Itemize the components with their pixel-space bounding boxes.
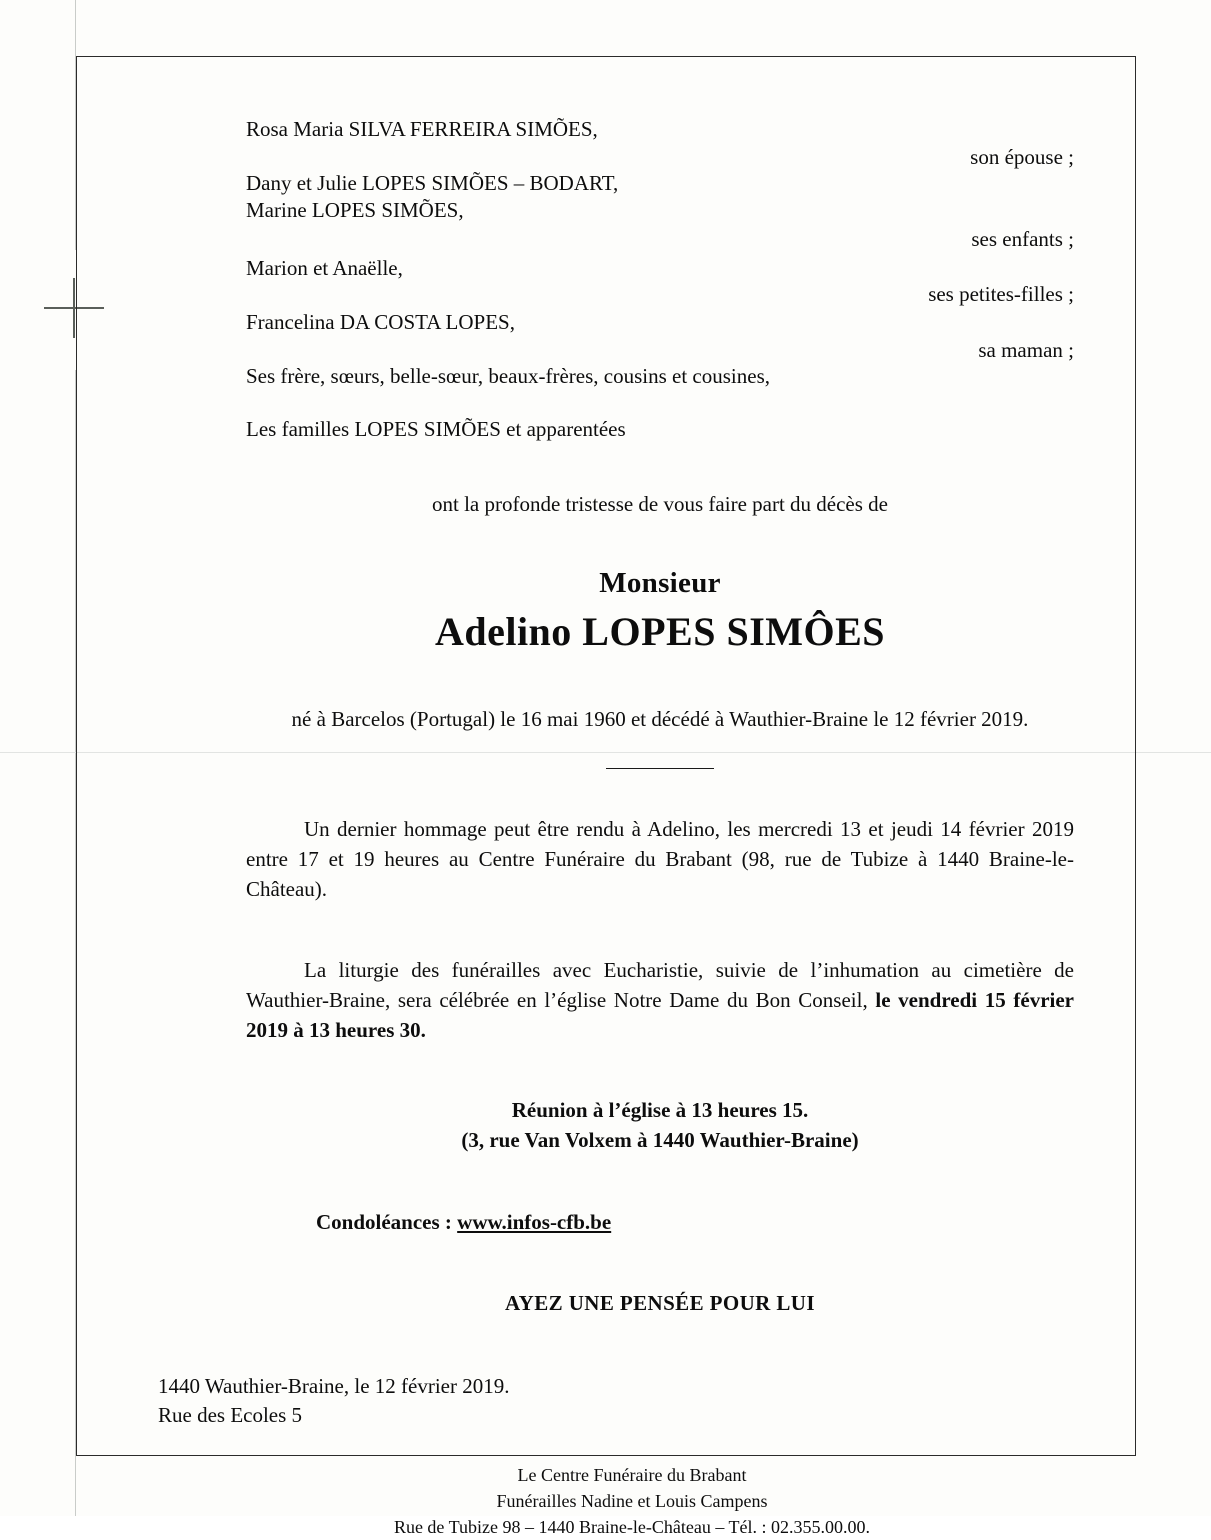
family-row — [246, 363, 1074, 391]
family-names: Francelina DA COSTA LOPES, — [246, 309, 515, 334]
family-row — [246, 255, 1074, 307]
family-names: Rosa Maria SILVA FERREIRA SIMÕES, — [246, 117, 598, 141]
family-names: Marion et Anaëlle, — [246, 256, 403, 281]
place-date-block — [158, 1372, 1074, 1430]
card-content — [76, 56, 1136, 1537]
footer-line-3: Rue de Tubize 98 – 1440 Braine-le-Château – Tél. : 02.355.00.00. — [393, 1516, 871, 1537]
liturgy-text: La liturgie des funérailles avec Eucharistie, suivie de l’inhumation au cimetière de Wauthier-Braine, sera célébrée en l’église Notre Dame du Bon Conseil, — [246, 958, 1074, 1013]
funeral-home-footer — [190, 1463, 1074, 1540]
footer-line-2: Funérailles Nadine et Louis Campens — [496, 1491, 768, 1512]
reunion-block — [246, 1096, 1074, 1156]
announcement-text: ont la profonde tristesse de vous faire part du décès de — [431, 492, 888, 517]
family-row — [246, 170, 1074, 251]
condolences-label: Condoléances : — [316, 1209, 458, 1234]
street-line: Rue des Ecoles 5 — [158, 1402, 303, 1427]
deceased-honorific: Monsieur — [599, 567, 721, 600]
family-names: Les familles LOPES SIMÕES et apparentées — [246, 417, 626, 442]
family-relation: ses enfants ; — [971, 226, 1074, 251]
condolences-line — [246, 1210, 1074, 1235]
birth-death-text: né à Barcelos (Portugal) le 16 mai 1960 et décédé à Wauthier-Braine le 12 février 2019. — [291, 707, 1029, 732]
place-date-line: 1440 Wauthier-Braine, le 12 février 2019. — [158, 1373, 510, 1398]
deceased-title — [246, 567, 1074, 655]
family-relation: sa maman ; — [978, 337, 1074, 362]
condolences-link[interactable]: www.infos-cfb.be — [457, 1209, 612, 1234]
family-names: Ses frère, sœurs, belle-sœur, beaux-frères, cousins et cousines, — [246, 363, 770, 388]
deceased-name: Adelino LOPES SIMÔES — [434, 609, 886, 655]
divider — [606, 768, 714, 769]
reunion-time: Réunion à l’église à 13 heures 15. — [511, 1097, 809, 1122]
liturgy-paragraph — [246, 956, 1074, 1045]
family-relation: son épouse ; — [970, 145, 1074, 169]
family-row — [246, 309, 1074, 362]
homage-paragraph: Un dernier hommage peut être rendu à Adelino, les mercredi 13 et jeudi 14 février 2019 entre 17 et 19 heures au Centre Funéraire du Brabant (98, rue de Tubize à 1440 Braine-le-Château). — [246, 817, 1074, 901]
thought-text: AYEZ UNE PENSÉE POUR LUI — [505, 1290, 815, 1315]
family-names: Marine LOPES SIMÕES, — [246, 198, 464, 223]
family-row — [246, 116, 1074, 169]
family-relation: ses petites-filles ; — [928, 282, 1074, 307]
family-list — [246, 116, 1074, 444]
liturgy-date: le vendredi 15 février 2019 à 13 heures 30. — [246, 988, 1074, 1043]
footer-line-1: Le Centre Funéraire du Brabant — [517, 1465, 747, 1486]
family-names: Dany et Julie LOPES SIMÕES – BODART, — [246, 170, 619, 195]
family-row — [246, 416, 1074, 444]
reunion-address: (3, rue Van Volxem à 1440 Wauthier-Braine) — [461, 1127, 859, 1152]
